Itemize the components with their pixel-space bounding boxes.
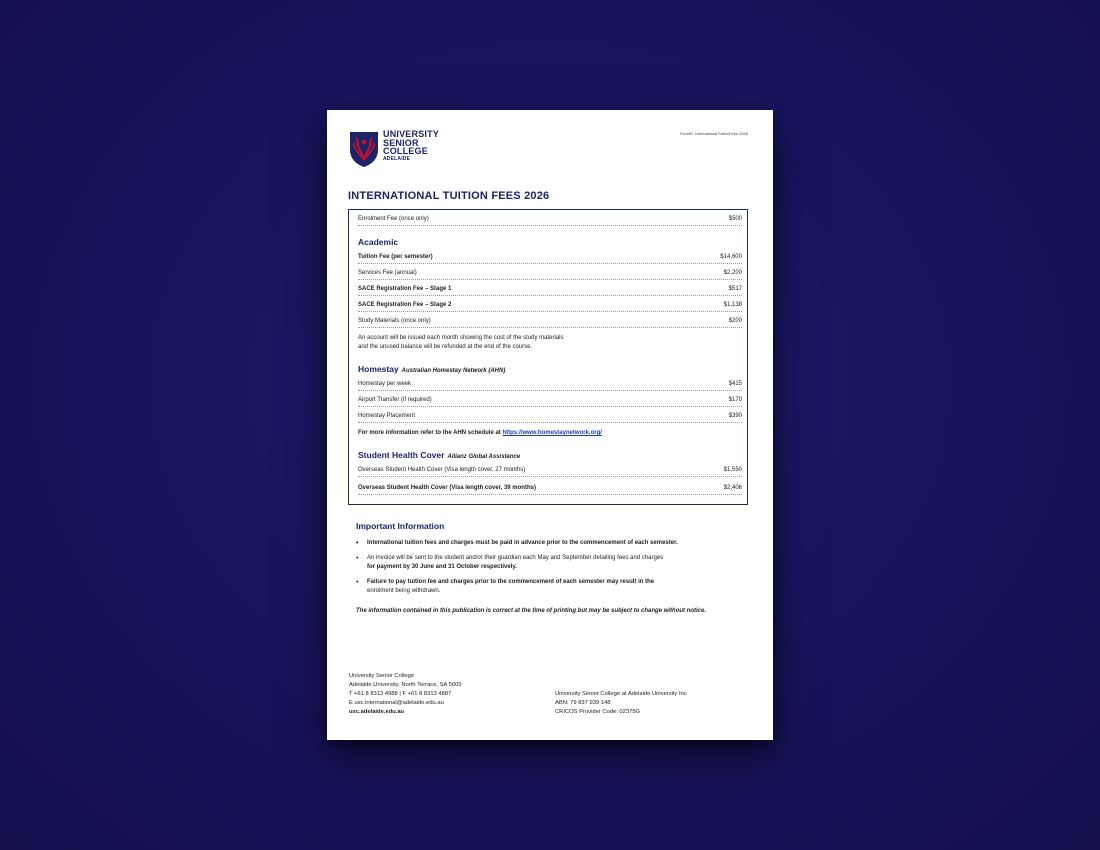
- list-item: • Failure to pay tuition fee and charges prior to the commencement of each semester may result in the enrolment being withdrawn.: [356, 578, 726, 596]
- section-heading-homestay: Homestay Australian Homestay Network (AHN): [358, 364, 506, 374]
- fee-row-enrolment: Enrolment Fee (once only) $500: [358, 216, 742, 226]
- college-logo: [348, 130, 439, 168]
- list-item: • An invoice will be sent to the student and/or their guardian each May and September detailing fees and charges for payment by 30 June and 31 October respectively.: [356, 554, 726, 572]
- form-id: FormID: InternationalTuitionFees 2026: [679, 131, 748, 136]
- fee-row: Overseas Student Health Cover (Visa length cover, 39 months) $2,406: [358, 485, 742, 495]
- fee-row: SACE Registration Fee – Stage 2 $1,138: [358, 302, 742, 312]
- footer-legal: University Senior College at Adelaide University Inc ABN: 79 837 939 148 CRICOS Provider Code: 02375G: [555, 691, 687, 715]
- section-heading-academic: Academic: [358, 237, 399, 247]
- fee-row: Study Materials (once only) $200: [358, 318, 742, 328]
- crest-icon: [348, 130, 380, 168]
- homestay-info: For more information refer to the AHN schedule at https://www.homestaynetwork.org/: [358, 430, 602, 436]
- fee-row: Homestay Placement $390: [358, 413, 742, 423]
- document-title: INTERNATIONAL TUITION FEES 2026: [348, 190, 550, 202]
- footer-email[interactable]: E usc.international@adelaide.edu.au: [349, 700, 444, 706]
- list-item: • International tuition fees and charges must be paid in advance prior to the commencement of each semester.: [356, 539, 726, 548]
- section-heading-health: Student Health Cover Allianz Global Assistance: [358, 450, 521, 460]
- fee-row: SACE Registration Fee – Stage 1 $517: [358, 286, 742, 296]
- homestay-link[interactable]: https://www.homestaynetwork.org/: [502, 430, 602, 436]
- fee-row: Homestay per week $415: [358, 381, 742, 391]
- fee-row: Airport Transfer (if required) $170: [358, 397, 742, 407]
- fee-row: Services Fee (annual) $2,200: [358, 270, 742, 280]
- fee-row: Tuition Fee (per semester) $14,600: [358, 254, 742, 264]
- footer-website[interactable]: usc.adelaide.edu.au: [349, 709, 405, 715]
- fee-document: [327, 110, 773, 740]
- logo-wordmark: UNIVERSITY SENIOR COLLEGE ADELAIDE: [383, 129, 440, 162]
- study-materials-note: An account will be issued each month showing the cost of the study materials and the unused balance will be refunded at the end of the course.: [358, 335, 564, 350]
- fee-row: Overseas Student Health Cover (Visa length cover, 27 months) $1,550: [358, 467, 742, 477]
- fees-table: [348, 209, 748, 505]
- footer-contact: University Senior College Adelaide University, North Terrace, SA 5005 T +61 8 8313 4988 | F +61 8 8313 4887 E usc.international@adelaide.edu.au usc.adelaide.edu.au: [349, 673, 462, 715]
- important-heading: Important Information: [356, 521, 445, 531]
- disclaimer: The information contained in this publication is correct at the time of printing but may be subject to change without notice.: [356, 608, 707, 614]
- important-list: [356, 539, 726, 602]
